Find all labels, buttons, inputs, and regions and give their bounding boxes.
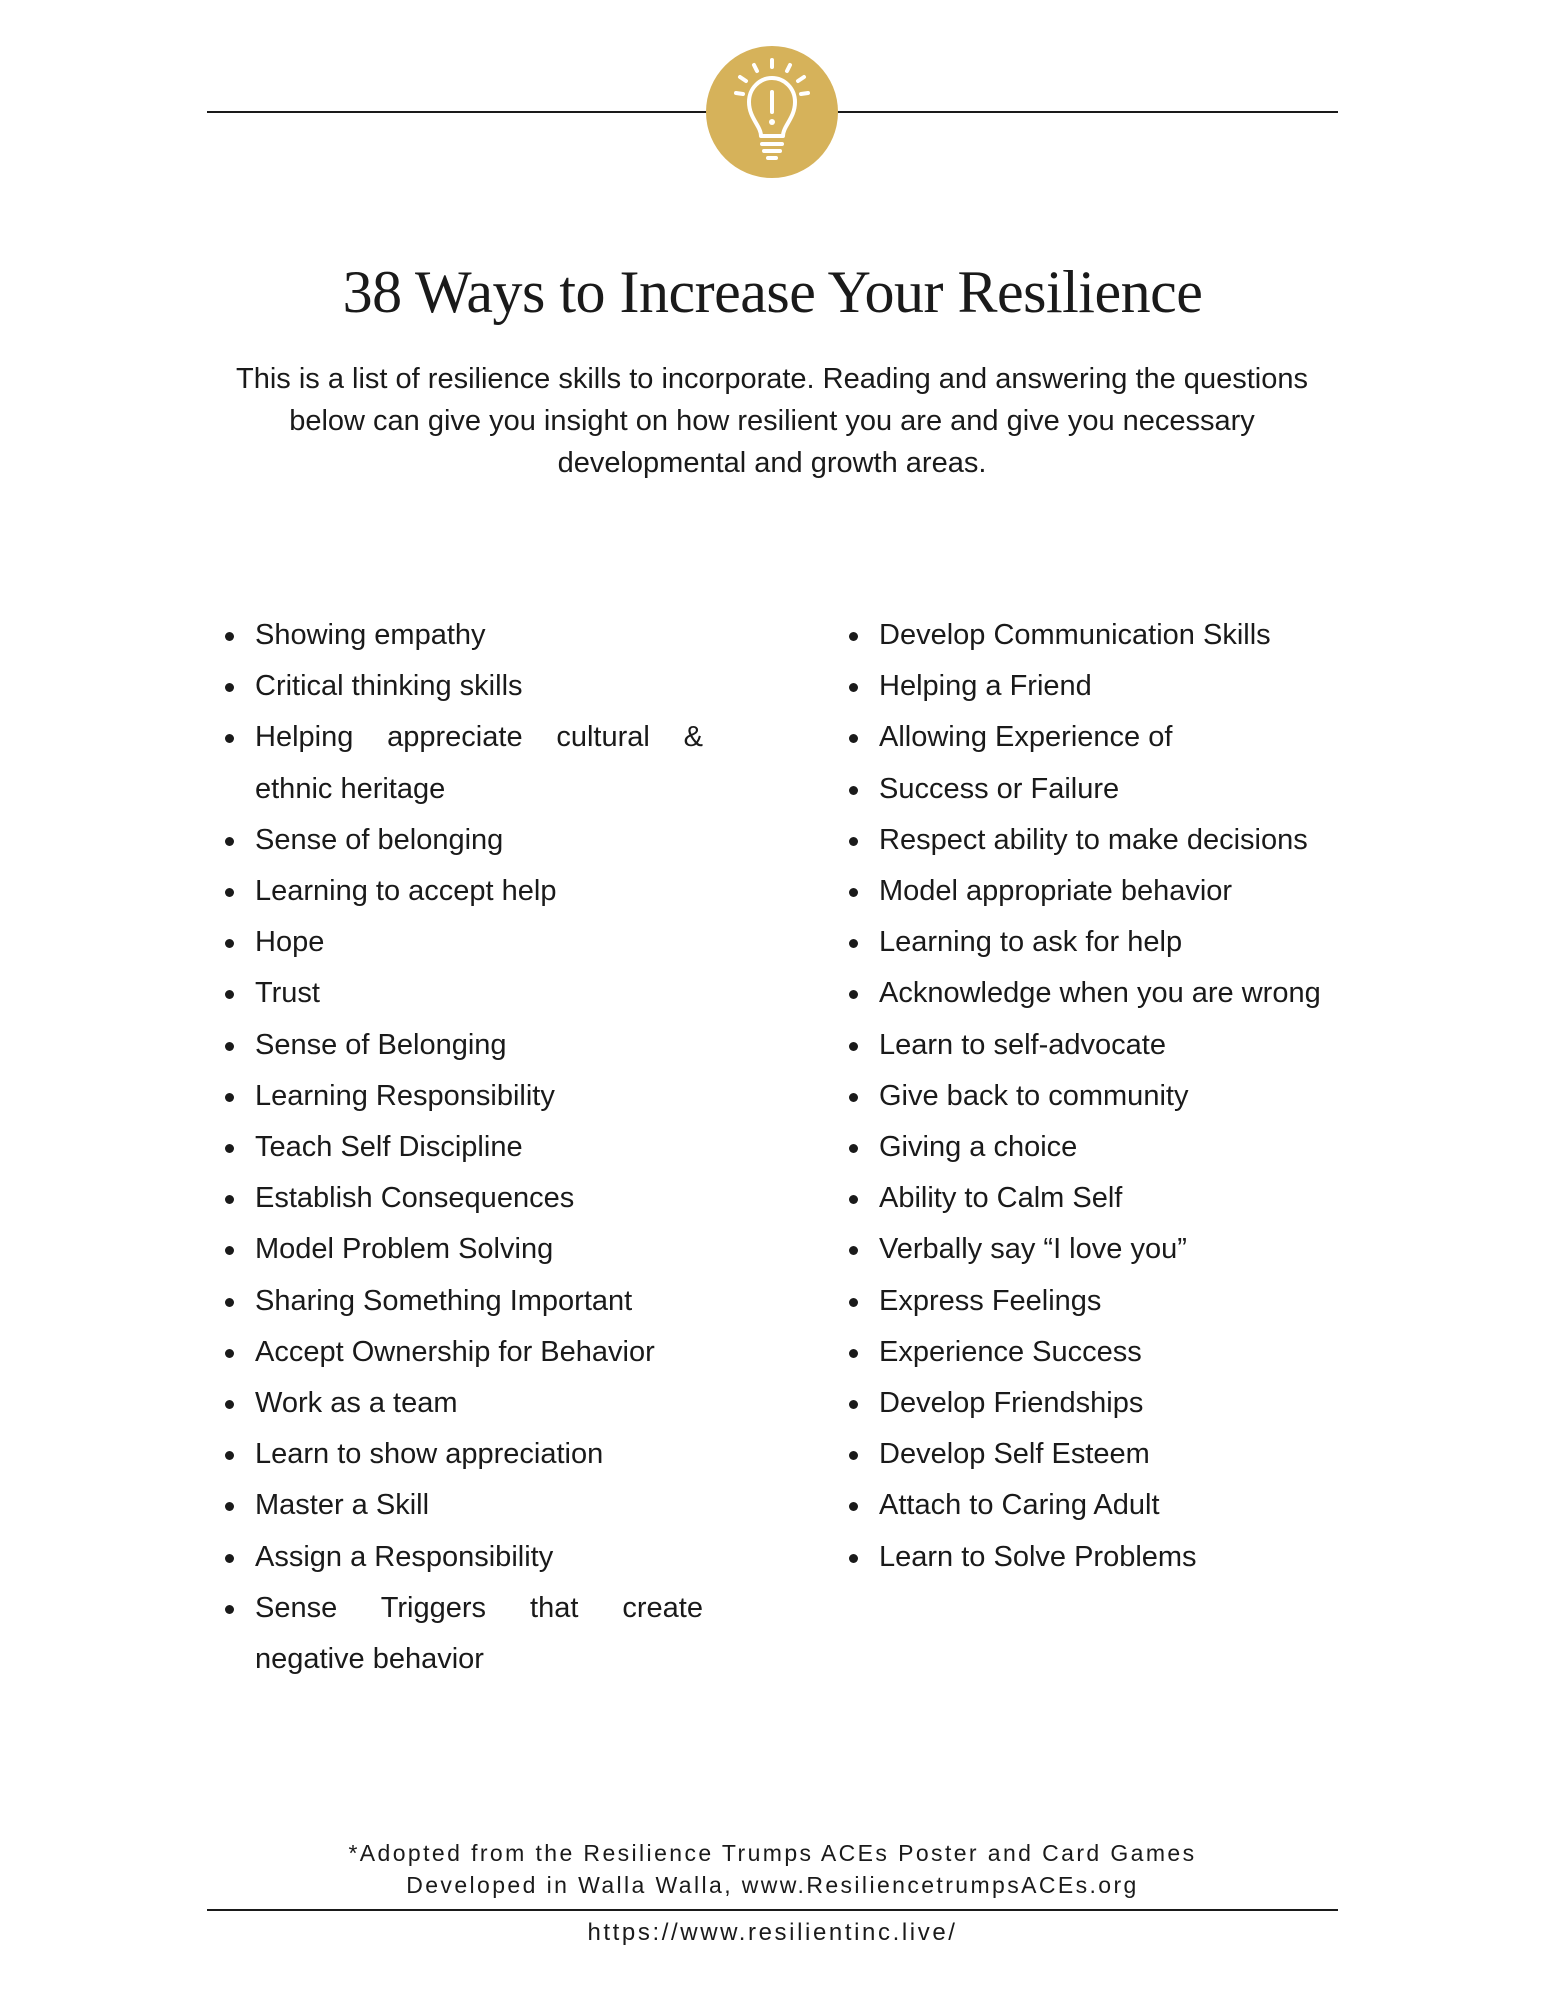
list-item: Respect ability to make decisions xyxy=(879,815,1349,866)
list-item: Learning to accept help xyxy=(255,866,703,917)
list-item: Sense of belonging xyxy=(255,815,703,866)
list-item: Verbally say “I love you” xyxy=(879,1224,1349,1275)
list-item: Develop Friendships xyxy=(879,1378,1349,1429)
list-item: Master a Skill xyxy=(255,1480,703,1531)
list-item: Learning Responsibility xyxy=(255,1071,703,1122)
list-item: Showing empathy xyxy=(255,610,703,661)
list-item: Attach to Caring Adult xyxy=(879,1480,1349,1531)
list-item: Develop Communication Skills xyxy=(879,610,1349,661)
attribution-note xyxy=(0,1837,1545,1901)
list-item: Learning to ask for help xyxy=(879,917,1349,968)
footer-url: https://www.resilientinc.live/ xyxy=(587,1919,958,1946)
list-item: Sharing Something Important xyxy=(255,1276,703,1327)
list-item: Establish Consequences xyxy=(255,1173,703,1224)
lightbulb-exclamation-icon xyxy=(706,46,838,178)
header-badge xyxy=(706,46,838,178)
list-item: Helping a Friend xyxy=(879,661,1349,712)
intro-paragraph: This is a list of resilience skills to incorporate. Reading and answering the questions below can give you insight on how resilient you are and give you necessary developmental and growth areas. xyxy=(236,363,1308,479)
list-item: Success or Failure xyxy=(879,764,1349,815)
attribution-line-2: Developed in Walla Walla, www.ResiliencetrumpsACEs.org xyxy=(406,1872,1139,1898)
list-item: Ability to Calm Self xyxy=(879,1173,1349,1224)
list-item: Critical thinking skills xyxy=(255,661,703,712)
list-item: Work as a team xyxy=(255,1378,703,1429)
list-item: Express Feelings xyxy=(879,1276,1349,1327)
list-item: Teach Self Discipline xyxy=(255,1122,703,1173)
attribution-line-1: *Adopted from the Resilience Trumps ACEs Poster and Card Games xyxy=(348,1840,1197,1866)
page-title: 38 Ways to Increase Your Resilience xyxy=(342,259,1203,325)
left-skill-list xyxy=(255,610,703,1685)
list-item: Model appropriate behavior xyxy=(879,866,1349,917)
list-item: Acknowledge when you are wrong xyxy=(879,968,1349,1019)
list-item: Give back to community xyxy=(879,1071,1349,1122)
list-item: Accept Ownership for Behavior xyxy=(255,1327,703,1378)
list-item: Assign a Responsibility xyxy=(255,1532,703,1583)
list-item: Sense of Belonging xyxy=(255,1020,703,1071)
list-item: Learn to Solve Problems xyxy=(879,1532,1349,1583)
list-item: Hope xyxy=(255,917,703,968)
list-item: Develop Self Esteem xyxy=(879,1429,1349,1480)
list-item: Learn to show appreciation xyxy=(255,1429,703,1480)
list-item: Helping appreciate cultural & ethnic heritage xyxy=(255,712,703,814)
footer-divider xyxy=(207,1909,1338,1911)
list-item: Giving a choice xyxy=(879,1122,1349,1173)
list-item: Learn to self-advocate xyxy=(879,1020,1349,1071)
right-skill-list xyxy=(879,610,1349,1583)
list-item: Trust xyxy=(255,968,703,1019)
list-item: Allowing Experience of xyxy=(879,712,1349,763)
list-item: Model Problem Solving xyxy=(255,1224,703,1275)
list-item: Sense Triggers that create negative behavior xyxy=(255,1583,703,1685)
list-item: Experience Success xyxy=(879,1327,1349,1378)
